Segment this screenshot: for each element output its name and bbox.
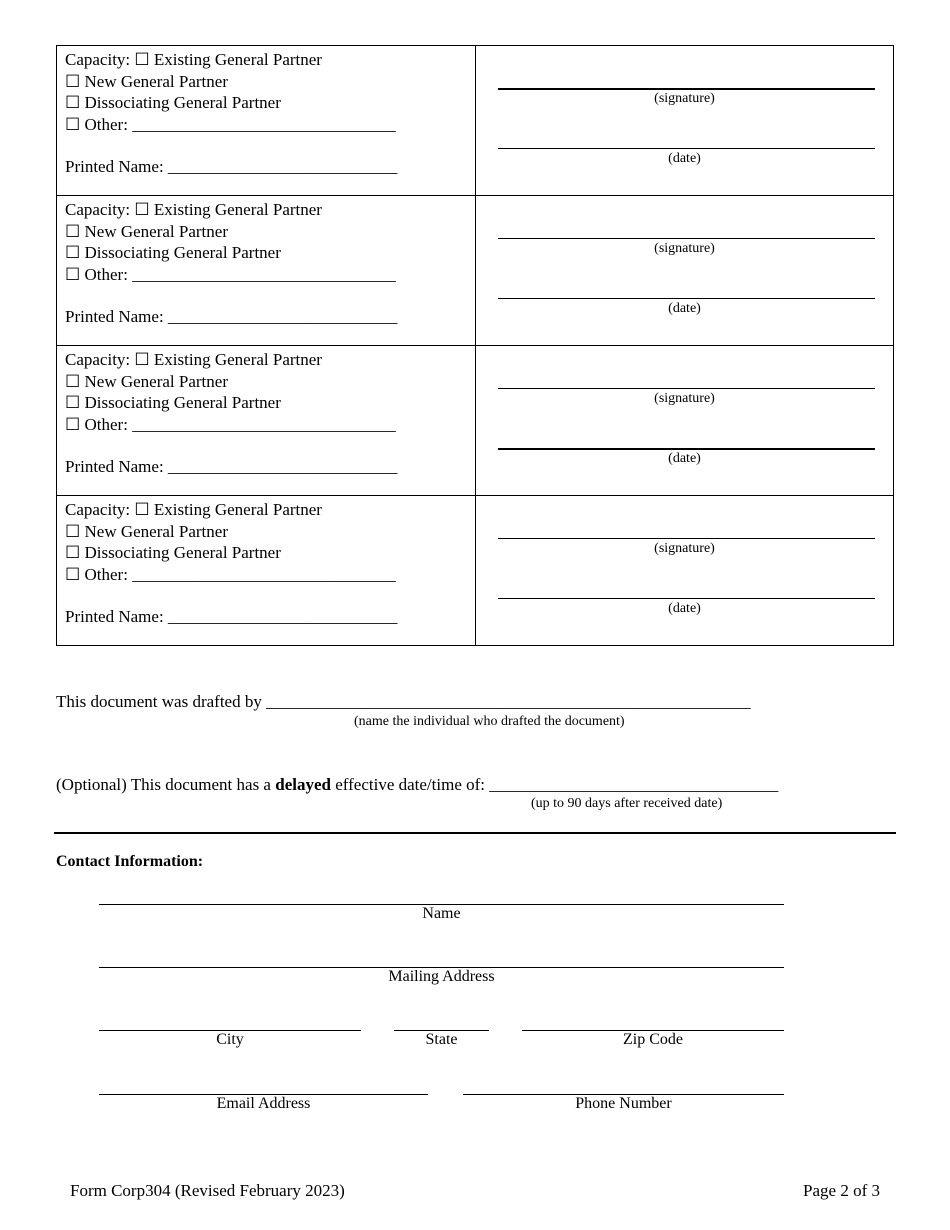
drafted-by-line xyxy=(56,692,751,712)
existing-partner-label: Existing General Partner xyxy=(153,350,322,369)
printed-name-field[interactable]: ___________________________ xyxy=(167,457,398,476)
other-field[interactable]: _______________________________ xyxy=(132,264,396,284)
signature-caption: (signature) xyxy=(654,541,715,556)
other-checkbox[interactable]: ☐ xyxy=(65,414,81,434)
zip-code-label: Zip Code xyxy=(623,1031,683,1048)
city-label: City xyxy=(216,1031,244,1048)
phone-label: Phone Number xyxy=(575,1095,672,1112)
other-label: Other: xyxy=(84,114,128,134)
capacity-other-line xyxy=(65,414,475,436)
printed-name-line xyxy=(65,456,475,478)
capacity-other-line xyxy=(65,264,475,286)
capacity-new-line xyxy=(65,221,475,243)
other-label: Other: xyxy=(84,264,128,284)
form-id: Form Corp304 (Revised February 2023) xyxy=(70,1181,345,1200)
existing-partner-label: Existing General Partner xyxy=(153,50,322,69)
printed-name-label: Printed Name: xyxy=(65,307,164,326)
printed-name-field[interactable]: ___________________________ xyxy=(167,157,398,176)
other-field[interactable]: _______________________________ xyxy=(132,114,396,134)
signature-field[interactable] xyxy=(498,88,875,90)
delayed-date-hint: (up to 90 days after received date) xyxy=(531,796,723,811)
other-field[interactable]: _______________________________ xyxy=(132,564,396,584)
capacity-existing-line xyxy=(65,349,475,371)
section-divider xyxy=(54,832,896,834)
printed-name-label: Printed Name: xyxy=(65,457,164,476)
signature-cell xyxy=(476,496,894,646)
date-field[interactable] xyxy=(498,298,875,299)
contact-info-title: Contact Information: xyxy=(56,853,204,870)
printed-name-line xyxy=(65,606,475,628)
signature-field[interactable] xyxy=(498,388,875,389)
mailing-address-label: Mailing Address xyxy=(388,968,495,985)
signature-cell xyxy=(476,46,894,196)
capacity-label: Capacity: xyxy=(65,50,131,69)
dissociating-partner-checkbox[interactable]: ☐ xyxy=(65,93,81,112)
printed-name-line xyxy=(65,156,475,178)
new-partner-checkbox[interactable]: ☐ xyxy=(65,221,81,241)
state-label: State xyxy=(425,1031,458,1048)
dissociating-partner-label: Dissociating General Partner xyxy=(84,243,281,262)
capacity-new-line xyxy=(65,71,475,93)
dissociating-partner-label: Dissociating General Partner xyxy=(84,543,281,562)
signature-cell xyxy=(476,346,894,496)
printed-name-field[interactable]: ___________________________ xyxy=(167,307,398,326)
drafted-by-field[interactable]: _________________________________________________________ xyxy=(266,692,751,711)
existing-partner-label: Existing General Partner xyxy=(153,500,322,519)
contact-name-label: Name xyxy=(422,905,461,922)
existing-partner-checkbox[interactable]: ☐ xyxy=(134,500,150,519)
new-partner-checkbox[interactable]: ☐ xyxy=(65,71,81,91)
delayed-date-field[interactable]: __________________________________ xyxy=(489,775,779,794)
new-partner-checkbox[interactable]: ☐ xyxy=(65,521,81,541)
drafted-by-label: This document was drafted by xyxy=(56,692,262,711)
capacity-cell xyxy=(57,346,476,496)
other-checkbox[interactable]: ☐ xyxy=(65,564,81,584)
new-partner-label: New General Partner xyxy=(84,371,228,391)
existing-partner-checkbox[interactable]: ☐ xyxy=(134,350,150,369)
capacity-cell xyxy=(57,196,476,346)
capacity-cell xyxy=(57,46,476,196)
signature-caption: (signature) xyxy=(654,241,715,256)
other-field[interactable]: _______________________________ xyxy=(132,414,396,434)
capacity-label: Capacity: xyxy=(65,350,131,369)
capacity-new-line xyxy=(65,521,475,543)
delayed-bold-word: delayed xyxy=(275,775,331,794)
signatory-row xyxy=(57,346,894,496)
delayed-prefix: (Optional) This document has a xyxy=(56,775,271,794)
signature-caption: (signature) xyxy=(654,391,715,406)
printed-name-field[interactable]: ___________________________ xyxy=(167,607,398,626)
signature-table xyxy=(56,45,894,646)
new-partner-label: New General Partner xyxy=(84,71,228,91)
drafted-by-hint: (name the individual who drafted the document) xyxy=(354,714,625,729)
capacity-dissociating-line xyxy=(65,92,475,114)
date-field[interactable] xyxy=(498,448,875,450)
capacity-other-line xyxy=(65,114,475,136)
signature-field[interactable] xyxy=(498,238,875,239)
email-label: Email Address xyxy=(216,1095,311,1112)
new-partner-label: New General Partner xyxy=(84,221,228,241)
capacity-new-line xyxy=(65,371,475,393)
capacity-existing-line xyxy=(65,199,475,221)
signature-caption: (signature) xyxy=(654,91,715,106)
existing-partner-label: Existing General Partner xyxy=(153,200,322,219)
capacity-label: Capacity: xyxy=(65,500,131,519)
signature-field[interactable] xyxy=(498,538,875,539)
capacity-other-line xyxy=(65,564,475,586)
other-checkbox[interactable]: ☐ xyxy=(65,264,81,284)
delayed-date-line xyxy=(56,775,778,795)
capacity-dissociating-line xyxy=(65,242,475,264)
capacity-dissociating-line xyxy=(65,392,475,414)
existing-partner-checkbox[interactable]: ☐ xyxy=(134,200,150,219)
date-field[interactable] xyxy=(498,148,875,149)
signatory-row xyxy=(57,46,894,196)
delayed-suffix: effective date/time of: xyxy=(335,775,485,794)
other-checkbox[interactable]: ☐ xyxy=(65,114,81,134)
capacity-dissociating-line xyxy=(65,542,475,564)
dissociating-partner-checkbox[interactable]: ☐ xyxy=(65,393,81,412)
dissociating-partner-checkbox[interactable]: ☐ xyxy=(65,243,81,262)
dissociating-partner-label: Dissociating General Partner xyxy=(84,93,281,112)
date-caption: (date) xyxy=(668,301,701,316)
existing-partner-checkbox[interactable]: ☐ xyxy=(134,50,150,69)
signatory-row xyxy=(57,196,894,346)
capacity-existing-line xyxy=(65,49,475,71)
capacity-existing-line xyxy=(65,499,475,521)
new-partner-label: New General Partner xyxy=(84,521,228,541)
capacity-cell xyxy=(57,496,476,646)
printed-name-line xyxy=(65,306,475,328)
other-label: Other: xyxy=(84,414,128,434)
signatory-row xyxy=(57,496,894,646)
page-number: Page 2 of 3 xyxy=(803,1181,880,1200)
dissociating-partner-checkbox[interactable]: ☐ xyxy=(65,543,81,562)
signature-cell xyxy=(476,196,894,346)
printed-name-label: Printed Name: xyxy=(65,157,164,176)
date-caption: (date) xyxy=(668,151,701,166)
printed-name-label: Printed Name: xyxy=(65,607,164,626)
new-partner-checkbox[interactable]: ☐ xyxy=(65,371,81,391)
date-caption: (date) xyxy=(668,451,701,466)
capacity-label: Capacity: xyxy=(65,200,131,219)
dissociating-partner-label: Dissociating General Partner xyxy=(84,393,281,412)
date-caption: (date) xyxy=(668,601,701,616)
date-field[interactable] xyxy=(498,598,875,599)
other-label: Other: xyxy=(84,564,128,584)
